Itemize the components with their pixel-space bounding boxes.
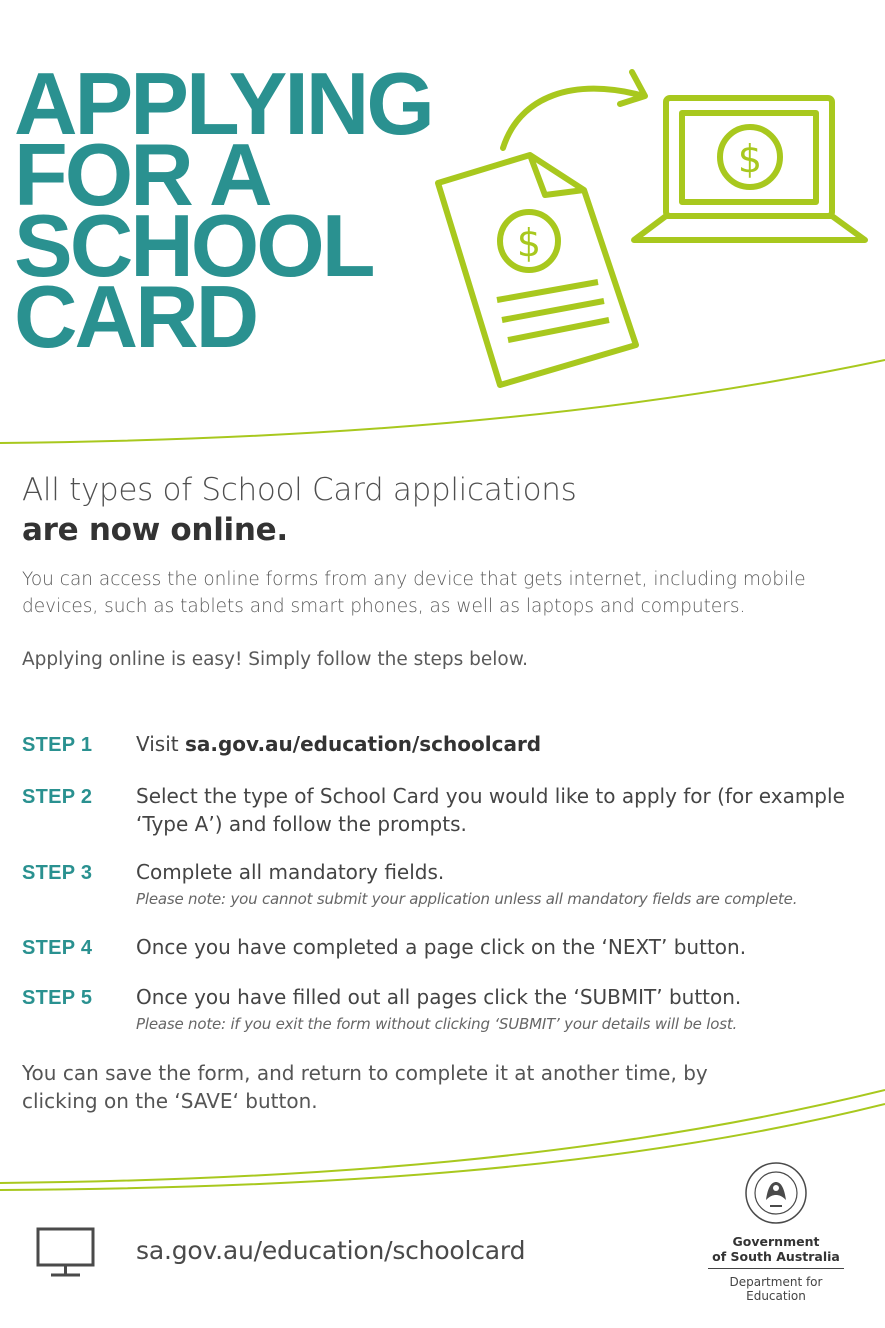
lead-light: All types of School Card applications	[22, 472, 577, 508]
step-label: STEP 4	[22, 937, 93, 959]
title-line: CARD	[14, 267, 257, 366]
step-text: Complete all mandatory fields.	[136, 860, 445, 884]
intro-paragraph: You can access the online forms from any device that gets internet, including mobile devices, such as tablets and smart phones, as well as laptops and computers.	[22, 569, 806, 617]
easy-paragraph: Applying online is easy! Simply follow the steps below.	[22, 649, 529, 670]
government-logo	[698, 1160, 854, 1303]
gov-name	[698, 1234, 854, 1264]
title-line: FOR A	[14, 125, 270, 224]
save-instructions: You can save the form, and return to complete it at another time, by clicking on the ‘SAVE‘ button.	[22, 1061, 708, 1113]
step-note: Please note: if you exit the form without clicking ‘SUBMIT’ your details will be lost.	[136, 1015, 738, 1033]
hero-illustration	[0, 0, 885, 400]
intro-section	[22, 470, 862, 673]
step-body	[136, 933, 866, 961]
step-text: Select the type of School Card you would like to apply for (for example ‘Type A’) and follow the prompts.	[136, 784, 845, 836]
step-body	[136, 730, 866, 758]
gov-line1: Government	[732, 1234, 820, 1249]
title-line: APPLYING	[14, 54, 432, 153]
svg-text:$: $	[516, 221, 542, 265]
arrow-icon	[503, 72, 645, 148]
step-prefix: Visit	[136, 732, 185, 756]
department-name: Department for Education	[729, 1275, 823, 1303]
svg-text:$: $	[737, 137, 763, 181]
step-body	[136, 983, 866, 1033]
state-seal-icon	[744, 1160, 808, 1226]
monitor-icon	[36, 1227, 96, 1279]
footer-url-link[interactable]: sa.gov.au/education/schoolcard	[136, 1236, 526, 1265]
step-label: STEP 1	[22, 734, 93, 756]
step-text	[136, 730, 866, 758]
title-line: SCHOOL	[14, 196, 373, 295]
laptop-dollar-icon	[634, 98, 865, 240]
step-url-link[interactable]: sa.gov.au/education/schoolcard	[184, 732, 542, 756]
step-body	[136, 858, 866, 908]
step-text: Once you have completed a page click on the ‘NEXT’ button.	[136, 935, 747, 959]
step-text: Once you have filled out all pages click the ‘SUBMIT’ button.	[136, 985, 742, 1009]
lead-bold: are now online.	[22, 512, 288, 548]
divider	[708, 1268, 844, 1269]
document-dollar-icon	[438, 155, 636, 385]
step-label: STEP 5	[22, 987, 93, 1009]
step-label: STEP 2	[22, 786, 93, 808]
step-note: Please note: you cannot submit your application unless all mandatory fields are complete.	[136, 890, 798, 908]
step-body	[136, 782, 866, 838]
step-label: STEP 3	[22, 862, 93, 884]
gov-line2: of South Australia	[712, 1249, 840, 1264]
lead-heading	[22, 470, 862, 550]
